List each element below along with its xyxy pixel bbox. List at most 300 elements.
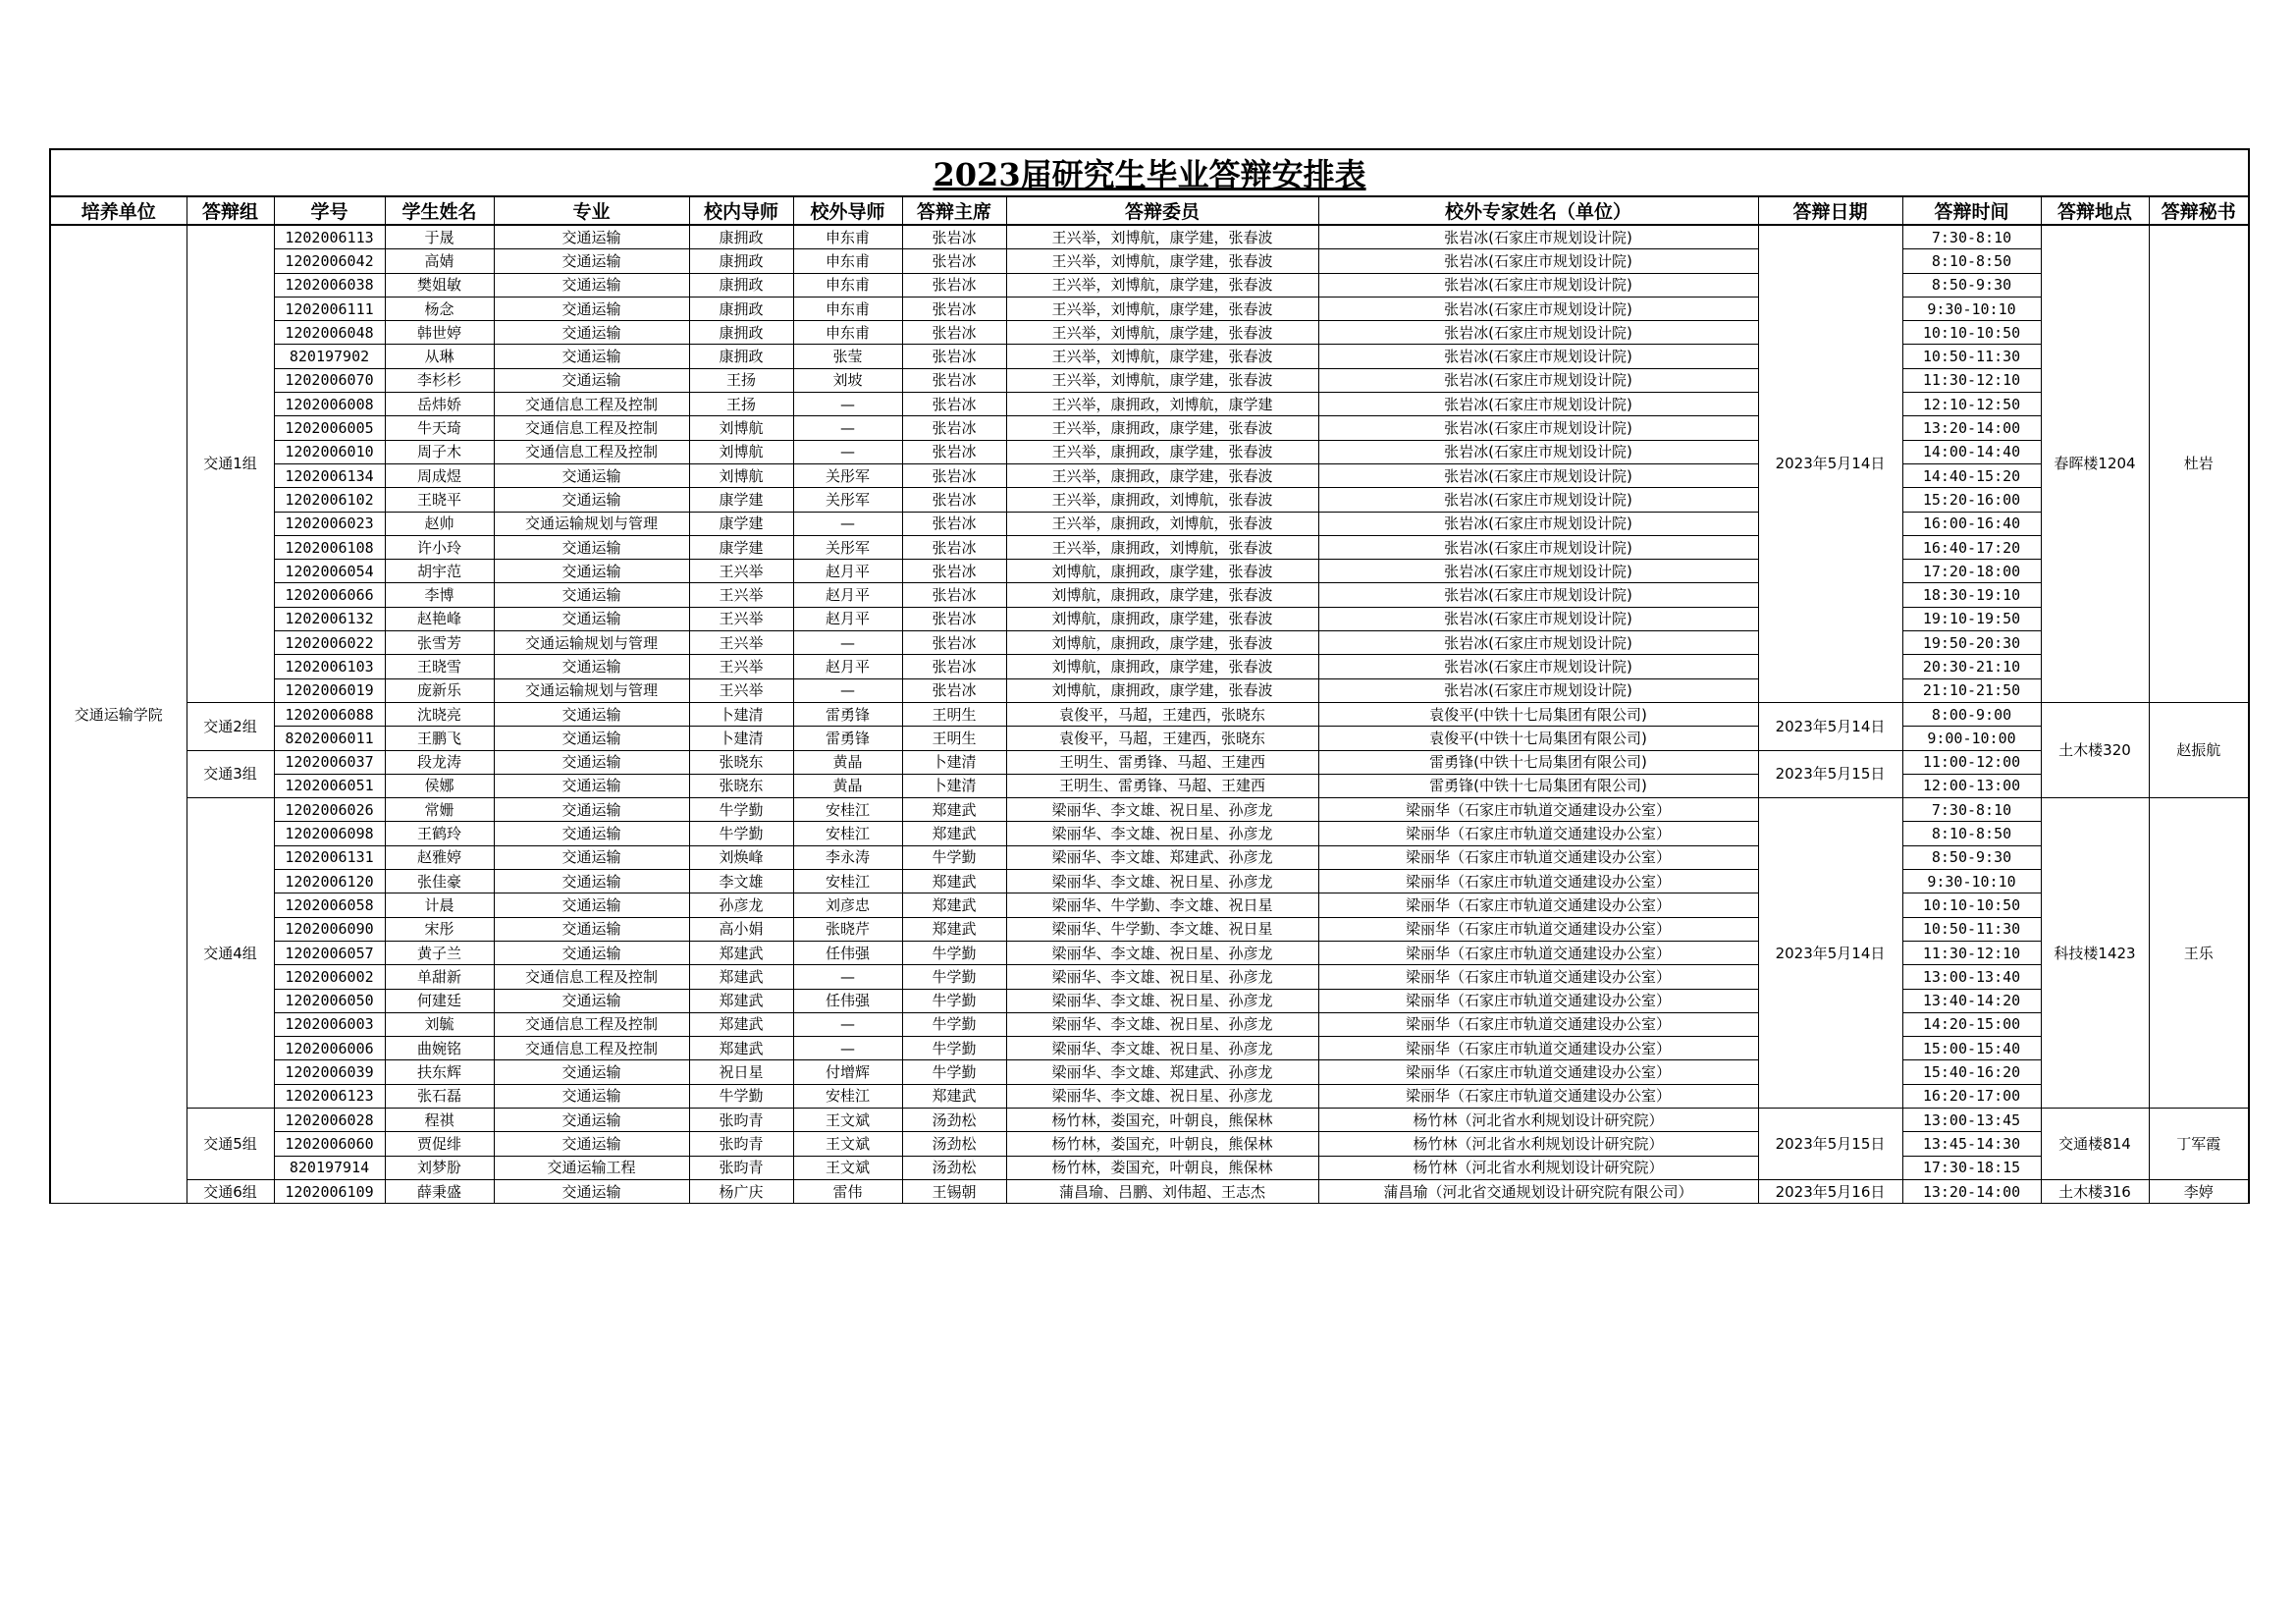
internal-advisor-cell: 康拥政	[689, 297, 793, 320]
internal-advisor-cell: 王扬	[689, 368, 793, 392]
defense-location-cell: 春晖楼1204	[2041, 225, 2149, 702]
internal-advisor-cell: 康拥政	[689, 273, 793, 297]
external-expert-cell: 杨竹林（河北省水利规划设计研究院）	[1318, 1132, 1758, 1156]
defense-time-cell: 8:50-9:30	[1902, 273, 2041, 297]
major-cell: 交通信息工程及控制	[494, 1037, 689, 1060]
external-advisor-cell: 王文斌	[793, 1108, 902, 1131]
committee-members-cell: 王兴举，康拥政，刘博航，康学建	[1006, 393, 1318, 416]
major-cell: 交通运输	[494, 798, 689, 822]
defense-chair-cell: 张岩冰	[902, 583, 1006, 607]
table-body	[50, 225, 2249, 1204]
column-header: 校外专家姓名（单位）	[1318, 196, 1758, 225]
major-cell: 交通运输	[494, 941, 689, 964]
external-expert-cell: 雷勇锋(中铁十七局集团有限公司)	[1318, 774, 1758, 797]
defense-chair-cell: 张岩冰	[902, 273, 1006, 297]
student-id-cell: 1202006108	[274, 535, 385, 559]
student-id-cell: 1202006090	[274, 917, 385, 941]
defense-chair-cell: 张岩冰	[902, 440, 1006, 463]
table-row	[50, 1060, 2249, 1084]
defense-time-cell: 10:50-11:30	[1902, 345, 2041, 368]
defense-chair-cell: 牛学勤	[902, 965, 1006, 989]
defense-chair-cell: 张岩冰	[902, 393, 1006, 416]
external-advisor-cell: —	[793, 965, 902, 989]
defense-chair-cell: 王明生	[902, 727, 1006, 750]
student-name-cell: 扶东辉	[385, 1060, 494, 1084]
table-row	[50, 1156, 2249, 1179]
committee-members-cell: 梁丽华、李文雄、祝日星、孙彦龙	[1006, 1012, 1318, 1036]
table-row	[50, 798, 2249, 822]
major-cell: 交通运输	[494, 560, 689, 583]
student-id-cell: 1202006111	[274, 297, 385, 320]
committee-members-cell: 蒲昌瑜、吕鹏、刘伟超、王志杰	[1006, 1179, 1318, 1203]
major-cell: 交通运输	[494, 273, 689, 297]
major-cell: 交通运输	[494, 488, 689, 512]
student-id-cell: 1202006066	[274, 583, 385, 607]
committee-members-cell: 刘博航，康拥政，康学建，张春波	[1006, 607, 1318, 630]
table-row	[50, 393, 2249, 416]
defense-chair-cell: 张岩冰	[902, 655, 1006, 678]
defense-secretary-cell: 王乐	[2149, 798, 2249, 1109]
committee-members-cell: 杨竹林，娄国充，叶朝良，熊保林	[1006, 1108, 1318, 1131]
header-row	[50, 196, 2249, 225]
external-advisor-cell: 赵月平	[793, 583, 902, 607]
major-cell: 交通运输	[494, 321, 689, 345]
internal-advisor-cell: 刘焕峰	[689, 845, 793, 869]
external-advisor-cell: 关彤军	[793, 463, 902, 487]
external-expert-cell: 梁丽华（石家庄市轨道交通建设办公室）	[1318, 989, 1758, 1012]
external-expert-cell: 袁俊平(中铁十七局集团有限公司)	[1318, 702, 1758, 726]
external-expert-cell: 梁丽华（石家庄市轨道交通建设办公室）	[1318, 822, 1758, 845]
student-id-cell: 1202006003	[274, 1012, 385, 1036]
external-expert-cell: 梁丽华（石家庄市轨道交通建设办公室）	[1318, 845, 1758, 869]
defense-group-cell: 交通1组	[187, 225, 274, 702]
defense-time-cell: 8:10-8:50	[1902, 249, 2041, 273]
external-expert-cell: 梁丽华（石家庄市轨道交通建设办公室）	[1318, 798, 1758, 822]
defense-time-cell: 13:45-14:30	[1902, 1132, 2041, 1156]
defense-time-cell: 15:20-16:00	[1902, 488, 2041, 512]
document-title: 2023届研究生毕业答辩安排表	[50, 149, 2249, 196]
committee-members-cell: 王兴举，康拥政，康学建，张春波	[1006, 416, 1318, 440]
defense-time-cell: 8:00-9:00	[1902, 702, 2041, 726]
student-name-cell: 杨念	[385, 297, 494, 320]
defense-chair-cell: 郑建武	[902, 822, 1006, 845]
student-id-cell: 1202006123	[274, 1084, 385, 1108]
defense-location-cell: 土木楼320	[2041, 702, 2149, 797]
student-name-cell: 赵帅	[385, 512, 494, 535]
student-id-cell: 1202006120	[274, 870, 385, 893]
table-row	[50, 1012, 2249, 1036]
student-id-cell: 1202006054	[274, 560, 385, 583]
column-header: 答辩组	[187, 196, 274, 225]
column-header: 答辩日期	[1758, 196, 1902, 225]
internal-advisor-cell: 郑建武	[689, 941, 793, 964]
major-cell: 交通信息工程及控制	[494, 1012, 689, 1036]
defense-chair-cell: 张岩冰	[902, 560, 1006, 583]
external-advisor-cell: 王文斌	[793, 1132, 902, 1156]
external-expert-cell: 张岩冰(石家庄市规划设计院)	[1318, 368, 1758, 392]
table-row	[50, 416, 2249, 440]
student-name-cell: 韩世婷	[385, 321, 494, 345]
committee-members-cell: 袁俊平，马超，王建西，张晓东	[1006, 702, 1318, 726]
student-name-cell: 侯娜	[385, 774, 494, 797]
column-header: 校外导师	[793, 196, 902, 225]
defense-date-cell: 2023年5月15日	[1758, 750, 1902, 798]
committee-members-cell: 梁丽华、牛学勤、李文雄、祝日星	[1006, 893, 1318, 917]
defense-time-cell: 19:10-19:50	[1902, 607, 2041, 630]
committee-members-cell: 刘博航，康拥政，康学建，张春波	[1006, 678, 1318, 702]
major-cell: 交通运输	[494, 822, 689, 845]
external-advisor-cell: —	[793, 512, 902, 535]
table-row	[50, 774, 2249, 797]
defense-secretary-cell: 李婷	[2149, 1179, 2249, 1203]
major-cell: 交通信息工程及控制	[494, 416, 689, 440]
committee-members-cell: 梁丽华、李文雄、祝日星、孙彦龙	[1006, 822, 1318, 845]
student-id-cell: 1202006103	[274, 655, 385, 678]
column-header: 校内导师	[689, 196, 793, 225]
committee-members-cell: 王兴举，刘博航，康学建，张春波	[1006, 321, 1318, 345]
committee-members-cell: 梁丽华、牛学勤、李文雄、祝日星	[1006, 917, 1318, 941]
defense-group-cell: 交通4组	[187, 798, 274, 1109]
external-advisor-cell: 任伟强	[793, 989, 902, 1012]
committee-members-cell: 王兴举，刘博航，康学建，张春波	[1006, 345, 1318, 368]
major-cell: 交通运输	[494, 249, 689, 273]
student-name-cell: 张雪芳	[385, 631, 494, 655]
major-cell: 交通信息工程及控制	[494, 965, 689, 989]
defense-chair-cell: 张岩冰	[902, 631, 1006, 655]
committee-members-cell: 王兴举，刘博航，康学建，张春波	[1006, 297, 1318, 320]
committee-members-cell: 王兴举，康拥政，康学建，张春波	[1006, 440, 1318, 463]
defense-time-cell: 12:10-12:50	[1902, 393, 2041, 416]
external-expert-cell: 梁丽华（石家庄市轨道交通建设办公室）	[1318, 1037, 1758, 1060]
major-cell: 交通运输	[494, 1179, 689, 1203]
column-header: 答辩主席	[902, 196, 1006, 225]
committee-members-cell: 刘博航，康拥政，康学建，张春波	[1006, 583, 1318, 607]
internal-advisor-cell: 康学建	[689, 512, 793, 535]
committee-members-cell: 王兴举，刘博航，康学建，张春波	[1006, 249, 1318, 273]
table-row	[50, 989, 2249, 1012]
internal-advisor-cell: 康学建	[689, 535, 793, 559]
defense-chair-cell: 汤劲松	[902, 1132, 1006, 1156]
committee-members-cell: 梁丽华、李文雄、郑建武、孙彦龙	[1006, 1060, 1318, 1084]
student-name-cell: 高婧	[385, 249, 494, 273]
defense-time-cell: 7:30-8:10	[1902, 225, 2041, 249]
committee-members-cell: 王明生、雷勇锋、马超、王建西	[1006, 750, 1318, 774]
internal-advisor-cell: 郑建武	[689, 1012, 793, 1036]
student-id-cell: 1202006010	[274, 440, 385, 463]
external-expert-cell: 梁丽华（石家庄市轨道交通建设办公室）	[1318, 1012, 1758, 1036]
student-name-cell: 段龙涛	[385, 750, 494, 774]
external-expert-cell: 张岩冰(石家庄市规划设计院)	[1318, 655, 1758, 678]
student-name-cell: 何建廷	[385, 989, 494, 1012]
student-id-cell: 1202006058	[274, 893, 385, 917]
external-advisor-cell: 申东甫	[793, 225, 902, 249]
major-cell: 交通运输	[494, 727, 689, 750]
external-expert-cell: 杨竹林（河北省水利规划设计研究院）	[1318, 1108, 1758, 1131]
external-advisor-cell: 黄晶	[793, 750, 902, 774]
defense-chair-cell: 张岩冰	[902, 416, 1006, 440]
external-advisor-cell: 赵月平	[793, 655, 902, 678]
external-expert-cell: 张岩冰(石家庄市规划设计院)	[1318, 678, 1758, 702]
student-id-cell: 1202006038	[274, 273, 385, 297]
internal-advisor-cell: 张昀青	[689, 1132, 793, 1156]
external-advisor-cell: 刘坡	[793, 368, 902, 392]
student-id-cell: 8202006011	[274, 727, 385, 750]
committee-members-cell: 王兴举，刘博航，康学建，张春波	[1006, 273, 1318, 297]
major-cell: 交通运输	[494, 607, 689, 630]
defense-chair-cell: 郑建武	[902, 893, 1006, 917]
defense-time-cell: 10:10-10:50	[1902, 893, 2041, 917]
internal-advisor-cell: 卜建清	[689, 702, 793, 726]
student-id-cell: 1202006050	[274, 989, 385, 1012]
table-row	[50, 870, 2249, 893]
internal-advisor-cell: 王兴举	[689, 655, 793, 678]
defense-time-cell: 13:20-14:00	[1902, 1179, 2041, 1203]
external-expert-cell: 张岩冰(石家庄市规划设计院)	[1318, 225, 1758, 249]
defense-time-cell: 11:30-12:10	[1902, 368, 2041, 392]
internal-advisor-cell: 张昀青	[689, 1156, 793, 1179]
defense-date-cell: 2023年5月15日	[1758, 1108, 1902, 1179]
student-id-cell: 1202006022	[274, 631, 385, 655]
table-row	[50, 655, 2249, 678]
external-expert-cell: 张岩冰(石家庄市规划设计院)	[1318, 297, 1758, 320]
external-advisor-cell: 李永涛	[793, 845, 902, 869]
defense-time-cell: 10:10-10:50	[1902, 321, 2041, 345]
defense-time-cell: 11:30-12:10	[1902, 941, 2041, 964]
defense-secretary-cell: 杜岩	[2149, 225, 2249, 702]
internal-advisor-cell: 高小娟	[689, 917, 793, 941]
student-name-cell: 贾促绯	[385, 1132, 494, 1156]
internal-advisor-cell: 康拥政	[689, 345, 793, 368]
external-advisor-cell: 任伟强	[793, 941, 902, 964]
defense-time-cell: 18:30-19:10	[1902, 583, 2041, 607]
defense-chair-cell: 张岩冰	[902, 512, 1006, 535]
internal-advisor-cell: 康拥政	[689, 249, 793, 273]
defense-chair-cell: 牛学勤	[902, 1037, 1006, 1060]
internal-advisor-cell: 王兴举	[689, 678, 793, 702]
student-name-cell: 周成煜	[385, 463, 494, 487]
external-expert-cell: 张岩冰(石家庄市规划设计院)	[1318, 512, 1758, 535]
student-name-cell: 单甜新	[385, 965, 494, 989]
internal-advisor-cell: 郑建武	[689, 965, 793, 989]
table-row	[50, 727, 2249, 750]
external-expert-cell: 梁丽华（石家庄市轨道交通建设办公室）	[1318, 893, 1758, 917]
table-row	[50, 1132, 2249, 1156]
defense-chair-cell: 郑建武	[902, 870, 1006, 893]
external-expert-cell: 雷勇锋(中铁十七局集团有限公司)	[1318, 750, 1758, 774]
defense-chair-cell: 王锡朝	[902, 1179, 1006, 1203]
defense-chair-cell: 张岩冰	[902, 678, 1006, 702]
external-advisor-cell: 申东甫	[793, 321, 902, 345]
committee-members-cell: 杨竹林，娄国充，叶朝良，熊保林	[1006, 1156, 1318, 1179]
defense-date-cell: 2023年5月16日	[1758, 1179, 1902, 1203]
external-expert-cell: 梁丽华（石家庄市轨道交通建设办公室）	[1318, 941, 1758, 964]
internal-advisor-cell: 孙彦龙	[689, 893, 793, 917]
student-name-cell: 薛秉盛	[385, 1179, 494, 1203]
defense-time-cell: 9:00-10:00	[1902, 727, 2041, 750]
external-expert-cell: 张岩冰(石家庄市规划设计院)	[1318, 631, 1758, 655]
committee-members-cell: 王兴举，康拥政，刘博航，张春波	[1006, 535, 1318, 559]
defense-time-cell: 17:30-18:15	[1902, 1156, 2041, 1179]
defense-time-cell: 14:20-15:00	[1902, 1012, 2041, 1036]
table-row	[50, 631, 2249, 655]
student-name-cell: 胡宇范	[385, 560, 494, 583]
internal-advisor-cell: 张晓东	[689, 750, 793, 774]
table-row	[50, 678, 2249, 702]
external-advisor-cell: 刘彦忠	[793, 893, 902, 917]
major-cell: 交通运输	[494, 1060, 689, 1084]
committee-members-cell: 王兴举，康拥政，康学建，张春波	[1006, 463, 1318, 487]
external-expert-cell: 蒲昌瑜（河北省交通规划设计研究院有限公司）	[1318, 1179, 1758, 1203]
major-cell: 交通运输	[494, 917, 689, 941]
internal-advisor-cell: 刘博航	[689, 440, 793, 463]
student-id-cell: 1202006060	[274, 1132, 385, 1156]
student-name-cell: 张石磊	[385, 1084, 494, 1108]
student-id-cell: 1202006019	[274, 678, 385, 702]
defense-chair-cell: 张岩冰	[902, 488, 1006, 512]
defense-time-cell: 15:00-15:40	[1902, 1037, 2041, 1060]
major-cell: 交通运输工程	[494, 1156, 689, 1179]
committee-members-cell: 梁丽华、李文雄、郑建武、孙彦龙	[1006, 845, 1318, 869]
column-header: 学生姓名	[385, 196, 494, 225]
table-row	[50, 535, 2249, 559]
committee-members-cell: 王兴举，刘博航，康学建，张春波	[1006, 225, 1318, 249]
internal-advisor-cell: 祝日星	[689, 1060, 793, 1084]
defense-chair-cell: 张岩冰	[902, 463, 1006, 487]
student-id-cell: 1202006008	[274, 393, 385, 416]
major-cell: 交通运输	[494, 655, 689, 678]
external-advisor-cell: 申东甫	[793, 297, 902, 320]
external-advisor-cell: 安桂江	[793, 1084, 902, 1108]
defense-time-cell: 16:20-17:00	[1902, 1084, 2041, 1108]
student-id-cell: 1202006057	[274, 941, 385, 964]
student-name-cell: 王晓雪	[385, 655, 494, 678]
external-advisor-cell: 赵月平	[793, 560, 902, 583]
internal-advisor-cell: 王兴举	[689, 607, 793, 630]
major-cell: 交通信息工程及控制	[494, 440, 689, 463]
major-cell: 交通信息工程及控制	[494, 393, 689, 416]
external-advisor-cell: 付增辉	[793, 1060, 902, 1084]
major-cell: 交通运输	[494, 535, 689, 559]
student-name-cell: 常姗	[385, 798, 494, 822]
table-row	[50, 965, 2249, 989]
committee-members-cell: 梁丽华、李文雄、祝日星、孙彦龙	[1006, 965, 1318, 989]
student-name-cell: 许小玲	[385, 535, 494, 559]
committee-members-cell: 梁丽华、李文雄、祝日星、孙彦龙	[1006, 798, 1318, 822]
table-row	[50, 702, 2249, 726]
external-expert-cell: 张岩冰(石家庄市规划设计院)	[1318, 488, 1758, 512]
table-row	[50, 1179, 2249, 1203]
defense-chair-cell: 牛学勤	[902, 1060, 1006, 1084]
table-row	[50, 345, 2249, 368]
committee-members-cell: 王兴举，刘博航，康学建，张春波	[1006, 368, 1318, 392]
external-advisor-cell: 雷伟	[793, 1179, 902, 1203]
table-row	[50, 1108, 2249, 1131]
internal-advisor-cell: 牛学勤	[689, 1084, 793, 1108]
external-advisor-cell: 雷勇锋	[793, 727, 902, 750]
external-advisor-cell: —	[793, 393, 902, 416]
external-advisor-cell: 安桂江	[793, 822, 902, 845]
student-id-cell: 1202006023	[274, 512, 385, 535]
table-row	[50, 845, 2249, 869]
internal-advisor-cell: 郑建武	[689, 989, 793, 1012]
defense-chair-cell: 汤劲松	[902, 1108, 1006, 1131]
internal-advisor-cell: 康拥政	[689, 225, 793, 249]
committee-members-cell: 梁丽华、李文雄、祝日星、孙彦龙	[1006, 1037, 1318, 1060]
external-expert-cell: 梁丽华（石家庄市轨道交通建设办公室）	[1318, 965, 1758, 989]
external-advisor-cell: —	[793, 631, 902, 655]
student-id-cell: 1202006098	[274, 822, 385, 845]
external-expert-cell: 张岩冰(石家庄市规划设计院)	[1318, 273, 1758, 297]
table-row	[50, 560, 2249, 583]
defense-time-cell: 8:50-9:30	[1902, 845, 2041, 869]
defense-time-cell: 8:10-8:50	[1902, 822, 2041, 845]
external-advisor-cell: —	[793, 416, 902, 440]
internal-advisor-cell: 王兴举	[689, 631, 793, 655]
defense-chair-cell: 汤劲松	[902, 1156, 1006, 1179]
external-expert-cell: 张岩冰(石家庄市规划设计院)	[1318, 321, 1758, 345]
defense-time-cell: 21:10-21:50	[1902, 678, 2041, 702]
committee-members-cell: 梁丽华、李文雄、祝日星、孙彦龙	[1006, 870, 1318, 893]
external-advisor-cell: 黄晶	[793, 774, 902, 797]
committee-members-cell: 刘博航，康拥政，康学建，张春波	[1006, 560, 1318, 583]
internal-advisor-cell: 张晓东	[689, 774, 793, 797]
student-id-cell: 1202006113	[274, 225, 385, 249]
external-expert-cell: 梁丽华（石家庄市轨道交通建设办公室）	[1318, 1060, 1758, 1084]
student-name-cell: 赵雅婷	[385, 845, 494, 869]
external-expert-cell: 张岩冰(石家庄市规划设计院)	[1318, 607, 1758, 630]
internal-advisor-cell: 王扬	[689, 393, 793, 416]
student-id-cell: 1202006109	[274, 1179, 385, 1203]
external-advisor-cell: —	[793, 678, 902, 702]
table-row	[50, 368, 2249, 392]
column-header: 答辩地点	[2041, 196, 2149, 225]
internal-advisor-cell: 李文雄	[689, 870, 793, 893]
defense-time-cell: 13:40-14:20	[1902, 989, 2041, 1012]
major-cell: 交通运输	[494, 297, 689, 320]
major-cell: 交通运输	[494, 702, 689, 726]
external-expert-cell: 袁俊平(中铁十七局集团有限公司)	[1318, 727, 1758, 750]
internal-advisor-cell: 卜建清	[689, 727, 793, 750]
table-row	[50, 1037, 2249, 1060]
column-header: 学号	[274, 196, 385, 225]
defense-chair-cell: 张岩冰	[902, 225, 1006, 249]
table-row	[50, 607, 2249, 630]
table-row	[50, 440, 2249, 463]
defense-location-cell: 交通楼814	[2041, 1108, 2149, 1179]
student-name-cell: 沈晓亮	[385, 702, 494, 726]
internal-advisor-cell: 王兴举	[689, 560, 793, 583]
committee-members-cell: 刘博航，康拥政，康学建，张春波	[1006, 631, 1318, 655]
internal-advisor-cell: 康拥政	[689, 321, 793, 345]
external-advisor-cell: 张莹	[793, 345, 902, 368]
student-id-cell: 1202006039	[274, 1060, 385, 1084]
column-header: 答辩时间	[1902, 196, 2041, 225]
student-name-cell: 刘毓	[385, 1012, 494, 1036]
student-id-cell: 1202006131	[274, 845, 385, 869]
table-row	[50, 297, 2249, 320]
internal-advisor-cell: 杨广庆	[689, 1179, 793, 1203]
table-row	[50, 822, 2249, 845]
major-cell: 交通运输	[494, 893, 689, 917]
defense-chair-cell: 张岩冰	[902, 607, 1006, 630]
external-advisor-cell: —	[793, 1012, 902, 1036]
student-name-cell: 李杉杉	[385, 368, 494, 392]
student-id-cell: 1202006048	[274, 321, 385, 345]
defense-time-cell: 13:00-13:45	[1902, 1108, 2041, 1131]
major-cell: 交通运输	[494, 225, 689, 249]
student-name-cell: 于晟	[385, 225, 494, 249]
external-advisor-cell: 张晓芹	[793, 917, 902, 941]
